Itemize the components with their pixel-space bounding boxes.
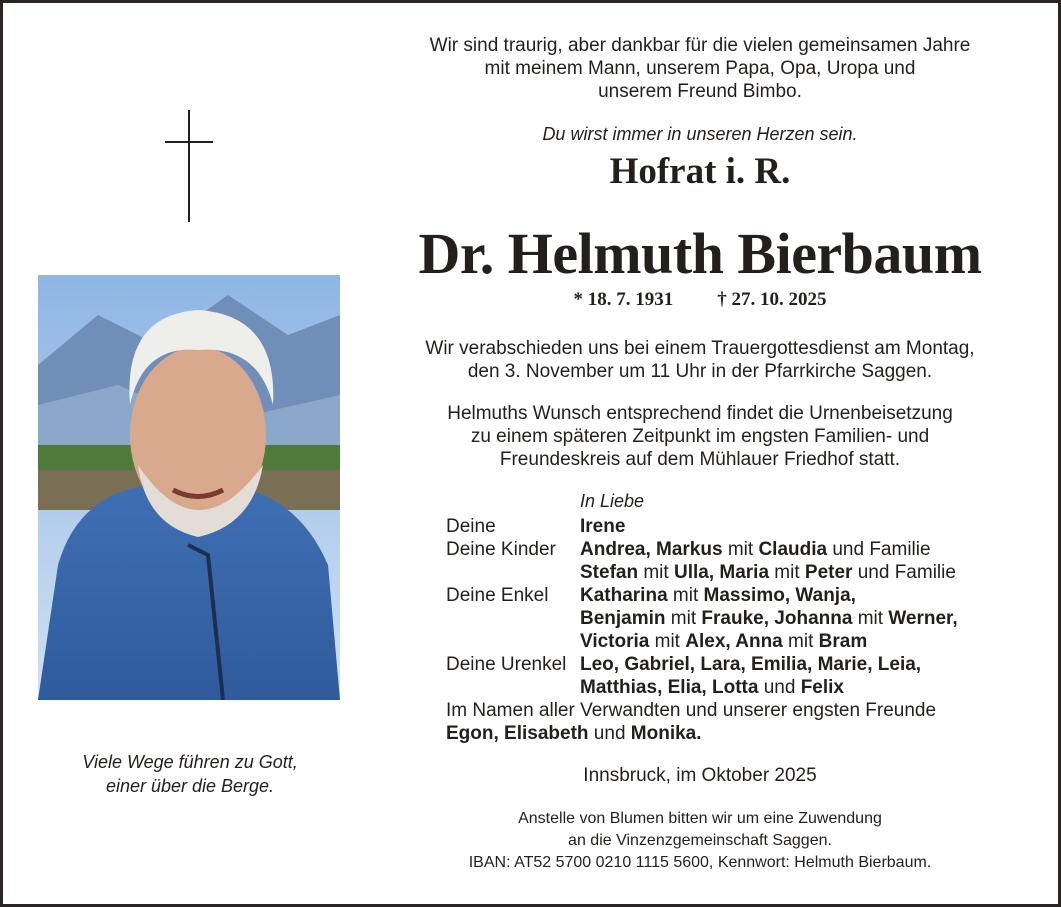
- donation-line: an die Vinzenzgemeinschaft Saggen.: [568, 832, 832, 849]
- family-name: Alex, Anna: [685, 631, 783, 652]
- death-date: † 27. 10. 2025: [717, 289, 827, 310]
- intro-line: mit meinem Mann, unserem Papa, Opa, Uropa und: [484, 58, 916, 79]
- service-line: den 3. November um 11 Uhr in der Pfarrkirche Saggen.: [467, 361, 933, 382]
- portrait-photo: [38, 275, 340, 700]
- urn-line: Helmuths Wunsch entsprechend findet die Urnenbeisetzung: [447, 403, 953, 424]
- family-names: [580, 676, 844, 699]
- connector-text: und Familie: [852, 562, 956, 583]
- connector-text: mit: [638, 562, 674, 583]
- family-relation-label: Deine Urenkel: [446, 654, 567, 675]
- family-name: Felix: [800, 677, 844, 698]
- family-relation-label: Deine: [446, 516, 496, 537]
- family-row: [446, 607, 958, 630]
- family-name: Irene: [580, 516, 626, 537]
- family-names: [580, 607, 958, 630]
- connector-text: mit: [649, 631, 686, 652]
- donation-line: Anstelle von Blumen bitten wir um eine Zuwendung: [518, 810, 882, 827]
- caption-line: einer über die Berge.: [105, 776, 275, 796]
- motto: Du wirst immer in unseren Herzen sein.: [542, 124, 858, 144]
- urn-line: zu einem späteren Zeitpunkt im engsten Familien- und: [470, 426, 930, 447]
- family-name: Egon, Elisabeth: [446, 723, 589, 744]
- service-line: Wir verabschieden uns bei einem Trauergottesdienst am Montag,: [425, 338, 975, 359]
- friends-line: [446, 722, 958, 745]
- family-name: Bram: [818, 631, 868, 652]
- family-names: [580, 630, 867, 653]
- family-row: [446, 538, 958, 561]
- service-info: [380, 337, 1020, 383]
- family-relation-label: Deine Kinder: [446, 539, 556, 560]
- family-names: [580, 584, 856, 607]
- family-name: Leo, Gabriel, Lara, Emilia, Marie, Leia,: [580, 654, 922, 675]
- place-date: Innsbruck, im Oktober 2025: [583, 765, 817, 786]
- intro-line: Wir sind traurig, aber dankbar für die vielen gemeinsamen Jahre: [429, 35, 971, 56]
- connector-text: mit: [667, 585, 704, 606]
- family-name: Andrea, Markus: [580, 539, 723, 560]
- family-name: Claudia: [758, 539, 828, 560]
- family-relation-label: [446, 561, 580, 584]
- family-relation-label: [446, 676, 580, 699]
- caption-line: Viele Wege führen zu Gott,: [82, 752, 298, 772]
- relatives-line: Im Namen aller Verwandten und unserer engsten Freunde: [446, 700, 937, 721]
- family-name: Monika.: [630, 723, 702, 744]
- honorific-title: Hofrat i. R.: [609, 151, 791, 192]
- intro-text: [380, 34, 1020, 103]
- family-name: Ulla, Maria: [673, 562, 770, 583]
- family-names: [580, 515, 625, 538]
- connector-text: mit: [782, 631, 819, 652]
- family-name: Massimo, Wanja,: [703, 585, 856, 606]
- family-name: Werner,: [888, 608, 958, 629]
- family-list: [446, 515, 958, 745]
- family-name: Peter: [804, 562, 853, 583]
- family-row: [446, 584, 958, 607]
- connector-text: mit: [769, 562, 805, 583]
- family-relation-label: [446, 630, 580, 653]
- family-name: Frauke, Johanna: [701, 608, 853, 629]
- family-row: [446, 630, 958, 653]
- family-relation-label: [446, 607, 580, 630]
- connector-text: und: [588, 723, 631, 744]
- urn-line: Freundeskreis auf dem Mühlauer Friedhof statt.: [499, 449, 901, 470]
- deceased-name: Dr. Helmuth Bierbaum: [418, 221, 982, 286]
- family-row: [446, 676, 958, 699]
- family-row: [446, 653, 958, 676]
- connector-text: und Familie: [827, 539, 931, 560]
- connector-text: mit: [665, 608, 702, 629]
- family-name: Benjamin: [580, 608, 666, 629]
- donation-line: IBAN: AT52 5700 0210 1115 5600, Kennwort: Helmuth Bierbaum.: [468, 854, 932, 871]
- life-dates: [380, 289, 1020, 311]
- family-name: Stefan: [580, 562, 639, 583]
- connector-text: mit: [722, 539, 759, 560]
- family-name: Katharina: [580, 585, 668, 606]
- urn-info: [380, 402, 1020, 471]
- family-name: Victoria: [580, 631, 650, 652]
- family-row: [446, 515, 958, 538]
- birth-date: * 18. 7. 1931: [573, 289, 674, 310]
- photo-caption: [40, 750, 340, 798]
- donation-info: [380, 808, 1020, 874]
- family-names: [580, 561, 956, 584]
- family-name: Matthias, Elia, Lotta: [580, 677, 759, 698]
- cross-icon: [165, 110, 213, 222]
- family-names: [580, 538, 931, 561]
- family-row: [446, 561, 958, 584]
- connector-text: mit: [852, 608, 889, 629]
- connector-text: und: [758, 677, 801, 698]
- family-relation-label: Deine Enkel: [446, 585, 549, 606]
- in-liebe: In Liebe: [580, 491, 645, 511]
- family-names: [580, 653, 921, 676]
- intro-line: unserem Freund Bimbo.: [598, 81, 802, 102]
